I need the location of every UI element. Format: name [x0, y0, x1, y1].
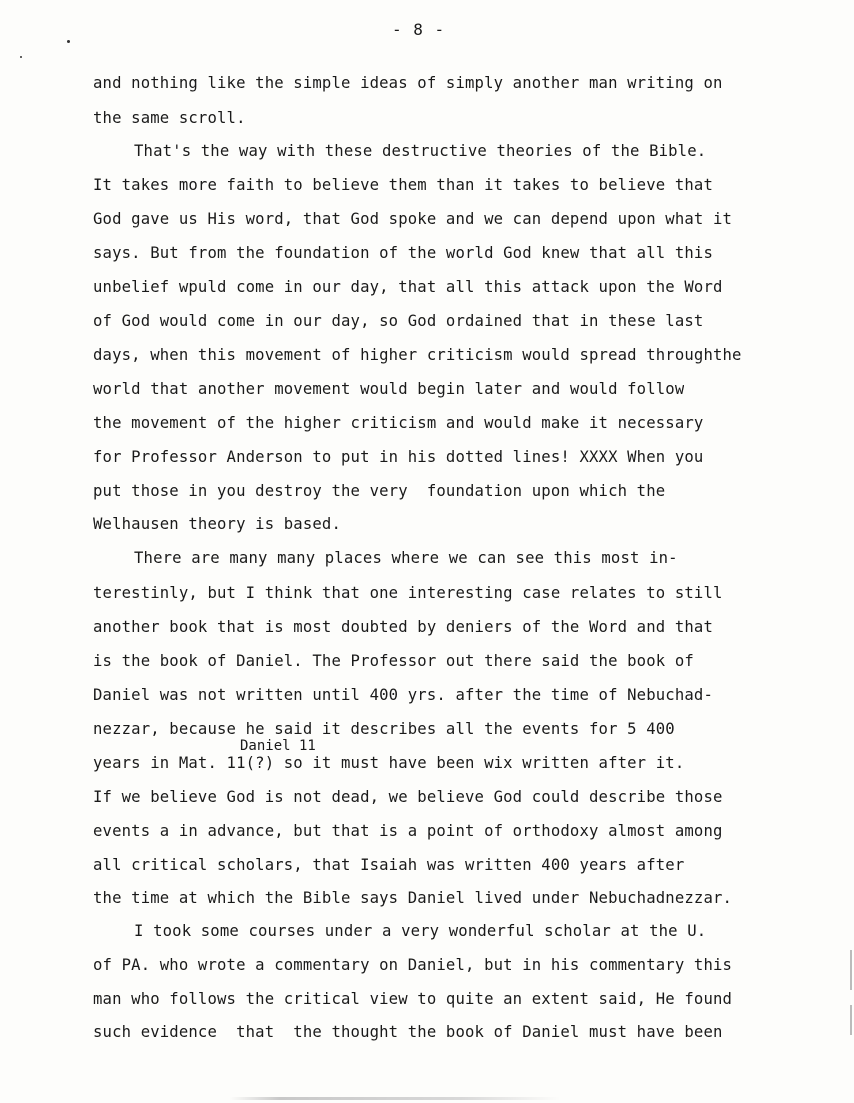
text-line: If we believe God is not dead, we believe God could describe those — [93, 788, 723, 806]
text-line: put those in you destroy the very foundation upon which the — [93, 482, 666, 500]
text-line: unbelief wpuld come in our day, that all this attack upon the Word — [93, 278, 723, 296]
text-line: man who follows the critical view to quite an extent said, He found — [93, 990, 733, 1008]
text-line: another book that is most doubted by deniers of the Word and that — [93, 618, 713, 636]
text-line: world that another movement would begin later and would follow — [93, 380, 685, 398]
text-line: says. But from the foundation of the world God knew that all this — [93, 244, 713, 262]
text-line: the time at which the Bible says Daniel lived under Nebuchadnezzar. — [93, 889, 733, 907]
handwritten-annotation: Daniel 11 — [240, 738, 316, 754]
margin-speck — [20, 56, 22, 58]
text-line: is the book of Daniel. The Professor out there said the book of — [93, 652, 694, 670]
text-line: years in Mat. 11(?) so it must have been wix written after it. — [93, 754, 685, 772]
scan-edge-mark — [850, 950, 852, 990]
text-line: days, when this movement of higher criticism would spread throughthe — [93, 346, 742, 364]
text-line: Welhausen theory is based. — [93, 515, 341, 533]
text-line: terestinly, but I think that one interesting case relates to still — [93, 584, 723, 602]
text-line: There are many many places where we can see this most in- — [134, 549, 678, 567]
margin-speck — [67, 40, 70, 43]
text-line: for Professor Anderson to put in his dotted lines! XXXX When you — [93, 448, 704, 466]
text-line: events a in advance, but that is a point of orthodoxy almost among — [93, 822, 723, 840]
text-line: of PA. who wrote a commentary on Daniel, but in his commentary this — [93, 956, 733, 974]
text-line: God gave us His word, that God spoke and we can depend upon what it — [93, 210, 733, 228]
page-number: - 8 - — [392, 20, 446, 39]
text-line: the movement of the higher criticism and would make it necessary — [93, 414, 704, 432]
text-line: and nothing like the simple ideas of simply another man writing on — [93, 74, 723, 92]
text-line: of God would come in our day, so God ordained that in these last — [93, 312, 704, 330]
scan-edge-mark — [850, 1005, 852, 1035]
text-line: It takes more faith to believe them than it takes to believe that — [93, 176, 713, 194]
text-line: all critical scholars, that Isaiah was written 400 years after — [93, 856, 685, 874]
text-line: such evidence that the thought the book of Daniel must have been — [93, 1023, 723, 1041]
text-line: That's the way with these destructive theories of the Bible. — [134, 142, 707, 160]
text-line: I took some courses under a very wonderful scholar at the U. — [134, 922, 707, 940]
text-line: Daniel was not written until 400 yrs. after the time of Nebuchad- — [93, 686, 713, 704]
scan-smudge — [230, 1097, 560, 1100]
text-line: nezzar, because he said it describes all the events for 5 400 — [93, 720, 675, 738]
text-line: the same scroll. — [93, 109, 246, 127]
